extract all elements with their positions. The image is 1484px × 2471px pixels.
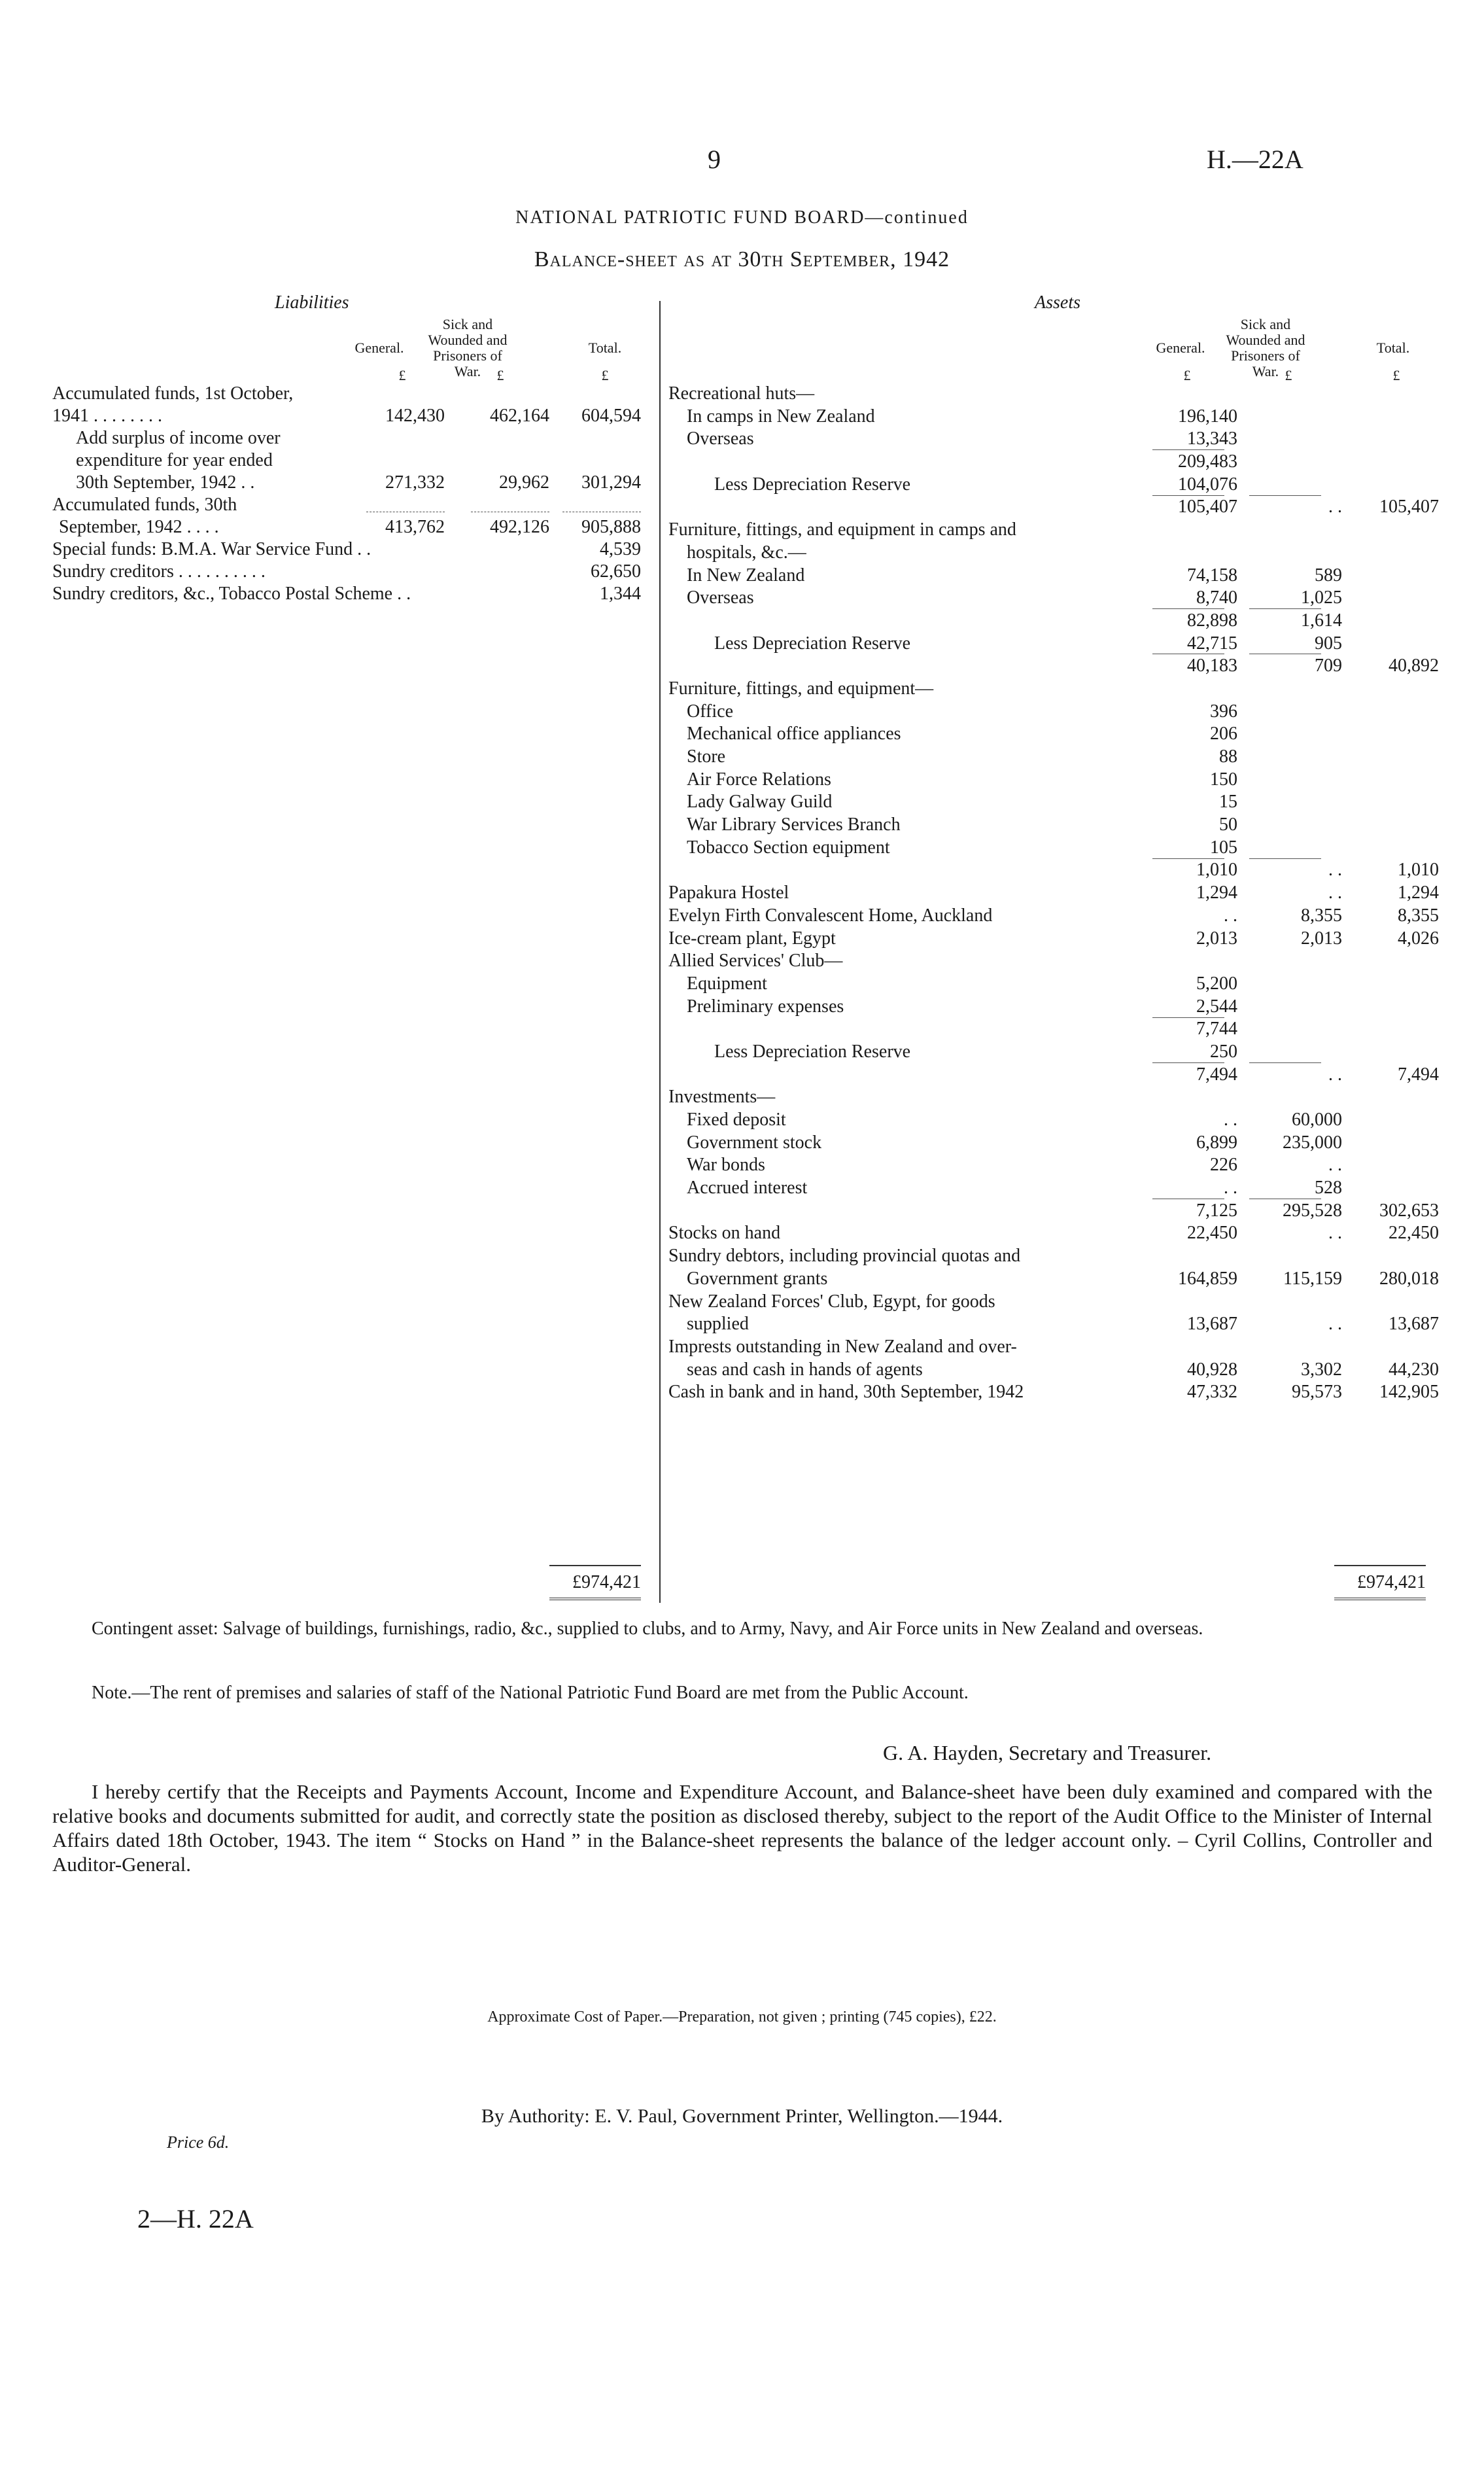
asset-sick-cell: 905: [1315, 633, 1342, 654]
asset-label-cell: War bonds: [687, 1155, 765, 1176]
asset-total-cell: 1,010: [1398, 860, 1439, 881]
asset-general-cell: 40,928: [1187, 1359, 1237, 1380]
liab-total-rule-top: [549, 1565, 641, 1566]
asset-label-cell: New Zealand Forces' Club, Egypt, for goods: [668, 1291, 995, 1312]
audit-certificate: I hereby certify that the Receipts and Payments Account, Income and Expenditure Account, and Balance-sheet have been duly examined and compared with the relative books and documents submitted for audit, and correctly state the position as disclosed thereby, subject to the report of the Audit Office to the Minister of Internal Affairs dated 18th October, 1943. The item “ Stocks on Hand ” in the Balance-sheet represents the balance of the ledger account only. – Cyril Collins, Controller and Auditor-General.: [52, 1780, 1432, 1876]
asset-sick-cell: . .: [1328, 883, 1342, 903]
liab-pound-total: £: [601, 367, 609, 383]
asset-sick-cell: 8,355: [1301, 905, 1342, 926]
contingent-asset-note: Contingent asset: Salvage of buildings, furnishings, radio, &c., supplied to clubs, and to Army, Navy, and Air Force units in New Zealand and overseas.: [92, 1619, 1203, 1639]
asset-label-cell: Stocks on hand: [668, 1223, 781, 1244]
asset-sick-cell: 1,025: [1301, 587, 1342, 608]
asset-general-cell: 396: [1210, 701, 1237, 722]
asset-general-cell: 13,343: [1187, 429, 1237, 449]
asset-sick-cell: 589: [1315, 565, 1342, 586]
asset-subtotal-rule: [1152, 1017, 1224, 1018]
asset-label-cell: Investments—: [668, 1087, 776, 1108]
liab-total-head: Total.: [588, 340, 622, 356]
asset-general-cell: 15: [1219, 792, 1237, 813]
asset-general-cell: 74,158: [1187, 565, 1237, 586]
asset-total-cell: 105,407: [1379, 497, 1439, 517]
asset-general-cell: 226: [1210, 1155, 1237, 1176]
asset-general-cell: 196,140: [1178, 406, 1237, 427]
liab-pound-general: £: [398, 367, 406, 383]
asset-pound-general: £: [1183, 367, 1191, 383]
asset-general-cell: 7,744: [1196, 1019, 1237, 1040]
asset-general-cell: 5,200: [1196, 973, 1237, 994]
asset-sick-cell: . .: [1328, 1064, 1342, 1085]
asset-label-cell: Mechanical office appliances: [687, 724, 901, 745]
asset-label-cell: Government stock: [687, 1132, 822, 1153]
asset-sick-head: Sick and Wounded and Prisoners of War.: [1226, 316, 1305, 379]
asset-sick-cell: 95,573: [1292, 1382, 1342, 1403]
asset-label-cell: Imprests outstanding in New Zealand and over-: [668, 1336, 1017, 1357]
asset-general-cell: . .: [1224, 905, 1237, 926]
asset-total-cell: 4,026: [1398, 928, 1439, 949]
asset-label-cell: Papakura Hostel: [668, 883, 789, 903]
assets-grand-total: £974,421: [1357, 1572, 1426, 1592]
asset-sick-cell: . .: [1328, 497, 1342, 517]
asset-pound-total: £: [1392, 367, 1400, 383]
liab-total-cell: 62,650: [591, 561, 641, 582]
asset-subtotal-rule: [1152, 495, 1224, 496]
liab-total-cell: 4,539: [600, 539, 641, 559]
asset-label-cell: Allied Services' Club—: [668, 951, 843, 972]
asset-sick-cell: 528: [1315, 1178, 1342, 1199]
asset-label-cell: Air Force Relations: [687, 769, 831, 790]
asset-label-cell: Overseas: [687, 429, 754, 449]
liab-label-cell: 30th September, 1942 . .: [76, 472, 255, 493]
page-number: 9: [708, 145, 721, 174]
asset-total-cell: 8,355: [1398, 905, 1439, 926]
asset-general-cell: 104,076: [1178, 474, 1237, 495]
by-authority: By Authority: E. V. Paul, Government Printer, Wellington.—1944.: [481, 2105, 1003, 2127]
asset-general-head: General.: [1156, 340, 1205, 356]
asset-label-cell: Less Depreciation Reserve: [714, 633, 911, 654]
asset-general-cell: 2,013: [1196, 928, 1237, 949]
asset-sick-cell: 2,013: [1301, 928, 1342, 949]
asset-label-cell: Tobacco Section equipment: [687, 837, 890, 858]
asset-general-cell: 13,687: [1187, 1314, 1237, 1335]
note-rent: Note.—The rent of premises and salaries of staff of the National Patriotic Fund Board are met from the Public Account.: [92, 1683, 969, 1703]
liab-general-cell: 271,332: [385, 472, 445, 493]
asset-general-cell: 1,294: [1196, 883, 1237, 903]
asset-subtotal-rule: [1249, 495, 1321, 496]
asset-label-cell: Preliminary expenses: [687, 996, 844, 1017]
asset-general-cell: 42,715: [1187, 633, 1237, 654]
liab-sick-cell: 492,126: [490, 517, 549, 537]
asset-label-cell: Fixed deposit: [687, 1110, 786, 1130]
asset-label-cell: Cash in bank and in hand, 30th September, 1942: [668, 1382, 1024, 1403]
asset-label-cell: Office: [687, 701, 733, 722]
asset-label-cell: In New Zealand: [687, 565, 805, 586]
asset-pound-sick: £: [1285, 367, 1292, 383]
asset-total-cell: 280,018: [1379, 1268, 1439, 1289]
asset-label-cell: Furniture, fittings, and equipment in camps and: [668, 519, 1016, 540]
asset-general-cell: 88: [1219, 746, 1237, 767]
asset-total-cell: 7,494: [1398, 1064, 1439, 1085]
liab-total-rule-bottom: [549, 1598, 641, 1600]
asset-total-cell: 302,653: [1379, 1200, 1439, 1221]
liabilities-heading: Liabilities: [275, 292, 349, 313]
asset-total-head: Total.: [1376, 340, 1410, 356]
asset-subtotal-rule: [1152, 858, 1224, 859]
asset-total-cell: 1,294: [1398, 883, 1439, 903]
liab-label-cell: Sundry creditors, &c., Tobacco Postal Scheme . .: [52, 584, 411, 604]
asset-sick-cell: 709: [1315, 656, 1342, 676]
asset-total-cell: 22,450: [1389, 1223, 1439, 1244]
asset-label-cell: Store: [687, 746, 726, 767]
asset-general-cell: 209,483: [1178, 451, 1237, 472]
asset-label-cell: Government grants: [687, 1268, 828, 1289]
liab-general-head: General.: [354, 340, 404, 356]
asset-label-cell: Evelyn Firth Convalescent Home, Auckland: [668, 905, 993, 926]
asset-subtotal-rule: [1152, 608, 1224, 609]
asset-subtotal-rule: [1249, 608, 1321, 609]
liab-total-cell: 1,344: [600, 584, 641, 604]
liab-label-cell: expenditure for year ended: [76, 450, 273, 470]
liab-total-cell: 905,888: [581, 517, 641, 537]
asset-total-cell: 13,687: [1389, 1314, 1439, 1335]
asset-total-cell: 44,230: [1389, 1359, 1439, 1380]
asset-general-cell: 8,740: [1196, 587, 1237, 608]
asset-general-cell: 105: [1210, 837, 1237, 858]
asset-label-cell: hospitals, &c.—: [687, 542, 806, 563]
asset-sick-cell: . .: [1328, 1223, 1342, 1244]
liabilities-grand-total: £974,421: [572, 1572, 641, 1592]
liab-label-cell: Accumulated funds, 30th: [52, 495, 237, 515]
asset-general-cell: 82,898: [1187, 610, 1237, 631]
approximate-cost: Approximate Cost of Paper.—Preparation, not given ; printing (745 copies), £22.: [487, 2008, 997, 2025]
asset-label-cell: Less Depreciation Reserve: [714, 474, 911, 495]
asset-general-cell: 50: [1219, 815, 1237, 835]
liab-sick-cell: 29,962: [499, 472, 549, 493]
asset-general-cell: 250: [1210, 1041, 1237, 1062]
asset-general-cell: 1,010: [1196, 860, 1237, 881]
liab-sick-head: Sick and Wounded and Prisoners of War.: [428, 316, 508, 379]
asset-general-cell: . .: [1224, 1178, 1237, 1199]
asset-subtotal-rule: [1249, 1062, 1321, 1063]
asset-general-cell: . .: [1224, 1110, 1237, 1130]
asset-label-cell: Overseas: [687, 587, 754, 608]
asset-total-rule-bottom: [1334, 1598, 1426, 1600]
liab-pound-sick: £: [496, 367, 504, 383]
liab-total-cell: 604,594: [581, 406, 641, 426]
asset-general-cell: 206: [1210, 724, 1237, 745]
asset-sick-cell: 1,614: [1301, 610, 1342, 631]
column-divider: [659, 301, 661, 1603]
liab-general-cell: 142,430: [385, 406, 445, 426]
balance-sheet-subtitle: Balance-sheet as at 30th September, 1942: [534, 247, 950, 272]
liab-general-cell: 413,762: [385, 517, 445, 537]
asset-label-cell: Equipment: [687, 973, 767, 994]
asset-label-cell: Recreational huts—: [668, 383, 815, 404]
asset-total-cell: 40,892: [1389, 656, 1439, 676]
asset-subtotal-rule: [1152, 1062, 1224, 1063]
asset-label-cell: War Library Services Branch: [687, 815, 901, 835]
liab-label-cell: Sundry creditors . . . . . . . . . .: [52, 561, 266, 582]
asset-subtotal-rule: [1249, 858, 1321, 859]
asset-sick-cell: 3,302: [1301, 1359, 1342, 1380]
assets-heading: Assets: [1035, 292, 1080, 313]
asset-sick-cell: . .: [1328, 1155, 1342, 1176]
asset-label-cell: Sundry debtors, including provincial quotas and: [668, 1246, 1021, 1267]
asset-label-cell: In camps in New Zealand: [687, 406, 875, 427]
asset-sick-cell: 295,528: [1283, 1200, 1342, 1221]
asset-sick-cell: 235,000: [1283, 1132, 1342, 1153]
liab-label-cell: Add surplus of income over: [76, 428, 281, 448]
asset-total-rule-top: [1334, 1565, 1426, 1566]
asset-total-cell: 142,905: [1379, 1382, 1439, 1403]
liab-label-cell: 1941 . . . . . . . .: [52, 406, 162, 426]
asset-label-cell: Ice-cream plant, Egypt: [668, 928, 836, 949]
asset-sick-cell: . .: [1328, 1314, 1342, 1335]
liab-total-cell: 301,294: [581, 472, 641, 493]
signature-secretary: G. A. Hayden, Secretary and Treasurer.: [883, 1741, 1212, 1764]
asset-sick-cell: 60,000: [1292, 1110, 1342, 1130]
liab-label-cell: Special funds: B.M.A. War Service Fund . .: [52, 539, 371, 559]
asset-subtotal-rule: [1152, 449, 1224, 450]
asset-label-cell: Furniture, fittings, and equipment—: [668, 678, 934, 699]
asset-general-cell: 40,183: [1187, 656, 1237, 676]
document-title: NATIONAL PATRIOTIC FUND BOARD—continued: [515, 207, 969, 228]
asset-label-cell: Less Depreciation Reserve: [714, 1041, 911, 1062]
asset-sick-cell: . .: [1328, 860, 1342, 881]
asset-label-cell: seas and cash in hands of agents: [687, 1359, 923, 1380]
asset-sick-cell: 115,159: [1283, 1268, 1342, 1289]
asset-general-cell: 22,450: [1187, 1223, 1237, 1244]
liab-sick-cell: 462,164: [490, 406, 549, 426]
asset-label-cell: Accrued interest: [687, 1178, 808, 1199]
footer-reference: 2—H. 22A: [137, 2204, 254, 2234]
asset-general-cell: 7,125: [1196, 1200, 1237, 1221]
asset-general-cell: 47,332: [1187, 1382, 1237, 1403]
price: Price 6d.: [167, 2133, 230, 2152]
asset-label-cell: Lady Galway Guild: [687, 792, 833, 813]
asset-general-cell: 164,859: [1178, 1268, 1237, 1289]
asset-general-cell: 6,899: [1196, 1132, 1237, 1153]
document-reference: H.—22A: [1207, 145, 1303, 174]
asset-label-cell: supplied: [687, 1314, 749, 1335]
asset-general-cell: 2,544: [1196, 996, 1237, 1017]
asset-general-cell: 105,407: [1178, 497, 1237, 517]
liab-label-cell: Accumulated funds, 1st October,: [52, 383, 294, 404]
asset-general-cell: 7,494: [1196, 1064, 1237, 1085]
liab-label-cell: September, 1942 . . . .: [59, 517, 219, 537]
asset-general-cell: 150: [1210, 769, 1237, 790]
